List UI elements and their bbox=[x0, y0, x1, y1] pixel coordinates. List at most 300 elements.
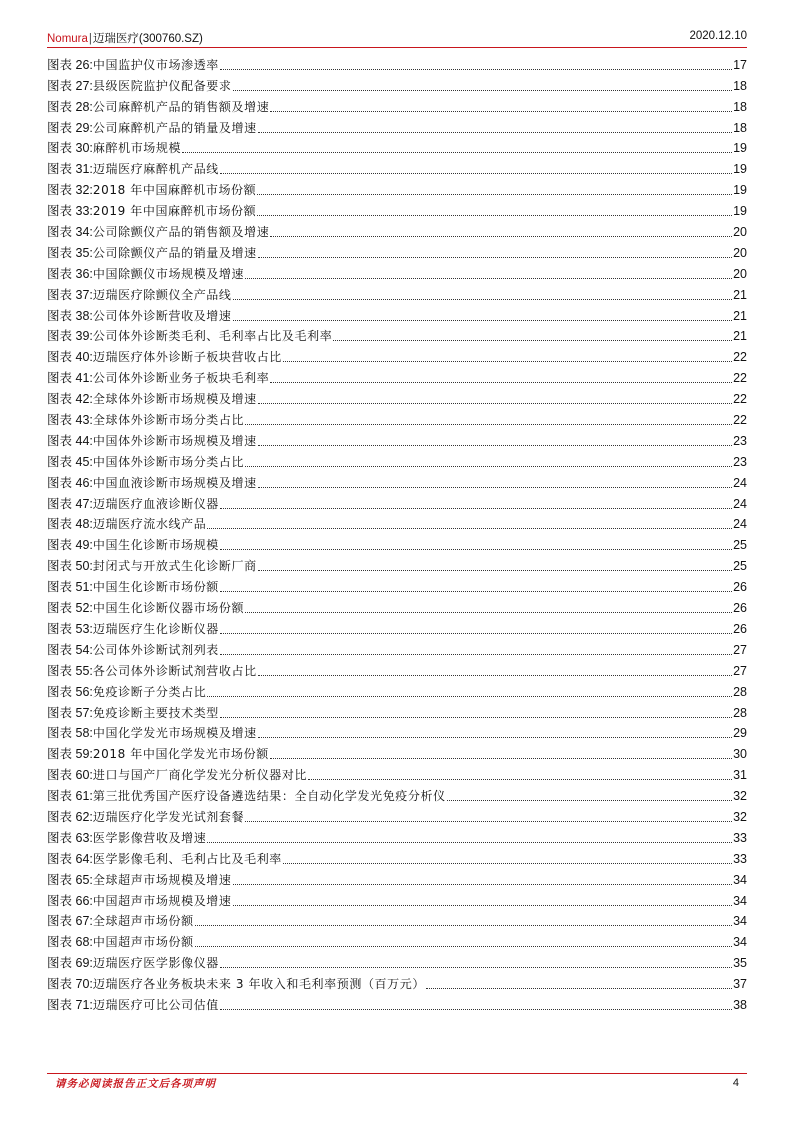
toc-number: 56 bbox=[75, 684, 90, 699]
toc-leader-dots bbox=[283, 361, 732, 362]
toc-number: 47 bbox=[75, 496, 90, 511]
toc-entry[interactable] bbox=[47, 239, 747, 260]
toc-entry[interactable] bbox=[47, 72, 747, 93]
toc-entry[interactable] bbox=[47, 343, 747, 364]
toc-number: 59 bbox=[75, 747, 90, 762]
toc-page-number: 18 bbox=[733, 78, 747, 93]
toc-entry[interactable] bbox=[47, 155, 747, 176]
toc-page-number: 22 bbox=[733, 392, 747, 407]
toc-entry[interactable] bbox=[47, 866, 747, 887]
toc-leader-dots bbox=[207, 842, 732, 843]
toc-entry[interactable] bbox=[47, 51, 747, 72]
toc-label: 图表 bbox=[47, 183, 73, 198]
toc-page-number: 23 bbox=[733, 454, 747, 469]
footer-disclaimer: 请务必阅读报告正文后各项声明 bbox=[55, 1078, 216, 1090]
toc-entry[interactable] bbox=[47, 699, 747, 720]
toc-title: 公司体外诊断试剂列表 bbox=[92, 642, 219, 657]
toc-entry[interactable] bbox=[47, 573, 747, 594]
footer-divider bbox=[47, 1073, 747, 1074]
toc-page-number: 29 bbox=[733, 726, 747, 741]
toc-leader-dots bbox=[195, 946, 732, 947]
toc-number: 58 bbox=[75, 726, 90, 741]
toc-page-number: 33 bbox=[733, 830, 747, 845]
toc-entry[interactable] bbox=[47, 928, 747, 949]
toc-title: 医学影像毛利、毛利占比及毛利率 bbox=[92, 851, 282, 866]
toc-page-number: 33 bbox=[733, 851, 747, 866]
toc-title: 中国生化诊断仪器市场份额 bbox=[92, 601, 245, 616]
toc-figure-label: 图表 37: bbox=[47, 287, 93, 302]
toc-label: 图表 bbox=[47, 371, 73, 386]
toc-number: 36 bbox=[75, 266, 90, 281]
toc-page-number: 32 bbox=[733, 789, 747, 804]
toc-leader-dots bbox=[245, 278, 732, 279]
toc-figure-label: 图表 45: bbox=[47, 454, 93, 469]
toc-title: 免疫诊断子分类占比 bbox=[92, 684, 207, 699]
toc-leader-dots bbox=[220, 967, 732, 968]
toc-entry[interactable] bbox=[47, 803, 747, 824]
toc-page-number: 26 bbox=[733, 580, 747, 595]
toc-entry[interactable] bbox=[47, 385, 747, 406]
toc-label: 图表 bbox=[47, 496, 73, 511]
toc-title: 迈瑞医疗流水线产品 bbox=[92, 517, 207, 532]
toc-figure-label: 图表 42: bbox=[47, 392, 93, 407]
toc-leader-dots bbox=[258, 132, 732, 133]
toc-entry[interactable] bbox=[47, 364, 747, 385]
toc-leader-dots bbox=[258, 487, 732, 488]
toc-entry[interactable] bbox=[47, 594, 747, 615]
toc-number: 71 bbox=[75, 997, 90, 1012]
toc-leader-dots bbox=[257, 215, 732, 216]
toc-leader-dots bbox=[245, 612, 732, 613]
toc-title: 中国超声市场份额 bbox=[92, 935, 194, 950]
toc-leader-dots bbox=[308, 779, 732, 780]
toc-entry[interactable] bbox=[47, 511, 747, 532]
toc-leader-dots bbox=[220, 633, 732, 634]
toc-figure-label: 图表 71: bbox=[47, 997, 93, 1012]
toc-title: 全球体外诊断市场分类占比 bbox=[92, 413, 245, 428]
toc-page-number: 34 bbox=[733, 872, 747, 887]
toc-number: 55 bbox=[75, 663, 90, 678]
toc-leader-dots bbox=[207, 696, 732, 697]
toc-title: 医学影像营收及增速 bbox=[92, 830, 207, 845]
page-number: 4 bbox=[732, 1077, 739, 1089]
toc-entry[interactable] bbox=[47, 678, 747, 699]
toc-figure-label: 图表 65: bbox=[47, 872, 93, 887]
toc-entry[interactable] bbox=[47, 323, 747, 344]
toc-title: 迈瑞医疗化学发光试剂套餐 bbox=[92, 809, 245, 824]
toc-title: 公司体外诊断类毛利、毛利率占比及毛利率 bbox=[92, 329, 333, 344]
toc-leader-dots bbox=[195, 925, 732, 926]
toc-leader-dots bbox=[270, 382, 732, 383]
toc-figure-label: 图表 53: bbox=[47, 621, 93, 636]
toc-entry[interactable] bbox=[47, 531, 747, 552]
toc-page-number: 18 bbox=[733, 99, 747, 114]
toc-leader-dots bbox=[220, 549, 732, 550]
toc-leader-dots bbox=[258, 403, 732, 404]
toc-page-number: 25 bbox=[733, 559, 747, 574]
toc-page-number: 19 bbox=[733, 162, 747, 177]
toc-label: 图表 bbox=[47, 935, 73, 950]
report-date: 2020.12.10 bbox=[689, 30, 747, 42]
toc-entry[interactable] bbox=[47, 93, 747, 114]
toc-number: 35 bbox=[75, 245, 90, 260]
toc-figure-label: 图表 36: bbox=[47, 266, 93, 281]
toc-number: 31 bbox=[75, 162, 90, 177]
toc-entry[interactable] bbox=[47, 615, 747, 636]
toc-page-number: 28 bbox=[733, 684, 747, 699]
toc-entry[interactable] bbox=[47, 636, 747, 657]
toc-figure-label: 图表 40: bbox=[47, 350, 93, 365]
toc-page-number: 21 bbox=[733, 287, 747, 302]
toc-leader-dots bbox=[233, 90, 733, 91]
toc-entry[interactable] bbox=[47, 970, 747, 991]
toc-label: 图表 bbox=[47, 809, 73, 824]
toc-page-number: 17 bbox=[733, 57, 747, 72]
toc-label: 图表 bbox=[47, 413, 73, 428]
toc-number: 70 bbox=[75, 977, 90, 992]
toc-title: 迈瑞医疗医学影像仪器 bbox=[92, 956, 219, 971]
toc-label: 图表 bbox=[47, 642, 73, 657]
toc-figure-label: 图表 51: bbox=[47, 580, 93, 595]
toc-title: 中国除颤仪市场规模及增速 bbox=[92, 266, 245, 281]
toc-page-number: 20 bbox=[733, 245, 747, 260]
toc-entry[interactable] bbox=[47, 761, 747, 782]
toc-page-number: 20 bbox=[733, 225, 747, 240]
toc-figure-label: 图表 41: bbox=[47, 371, 93, 386]
toc-figure-label: 图表 34: bbox=[47, 225, 93, 240]
table-of-figures bbox=[47, 51, 747, 1012]
toc-figure-label: 图表 63: bbox=[47, 830, 93, 845]
toc-leader-dots bbox=[233, 299, 733, 300]
toc-label: 图表 bbox=[47, 621, 73, 636]
toc-label: 图表 bbox=[47, 162, 73, 177]
toc-number: 69 bbox=[75, 956, 90, 971]
toc-figure-label: 图表 29: bbox=[47, 120, 93, 135]
toc-label: 图表 bbox=[47, 830, 73, 845]
toc-figure-label: 图表 59: bbox=[47, 747, 93, 762]
toc-figure-label: 图表 33: bbox=[47, 204, 93, 219]
toc-number: 62 bbox=[75, 809, 90, 824]
toc-leader-dots bbox=[270, 236, 732, 237]
toc-leader-dots bbox=[270, 111, 732, 112]
toc-leader-dots bbox=[258, 570, 732, 571]
toc-label: 图表 bbox=[47, 747, 73, 762]
toc-figure-label: 图表 49: bbox=[47, 538, 93, 553]
brand-name: Nomura bbox=[47, 33, 88, 45]
toc-page-number: 21 bbox=[733, 308, 747, 323]
toc-leader-dots bbox=[182, 152, 732, 153]
toc-number: 34 bbox=[75, 225, 90, 240]
toc-label: 图表 bbox=[47, 726, 73, 741]
toc-number: 26 bbox=[75, 57, 90, 72]
toc-number: 48 bbox=[75, 517, 90, 532]
toc-label: 图表 bbox=[47, 475, 73, 490]
toc-page-number: 27 bbox=[733, 642, 747, 657]
toc-label: 图表 bbox=[47, 392, 73, 407]
toc-leader-dots bbox=[220, 69, 732, 70]
toc-number: 68 bbox=[75, 935, 90, 950]
toc-entry[interactable] bbox=[47, 469, 747, 490]
toc-title: 公司除颤仪产品的销售额及增速 bbox=[92, 225, 270, 240]
toc-number: 45 bbox=[75, 454, 90, 469]
toc-page-number: 22 bbox=[733, 371, 747, 386]
toc-entry[interactable] bbox=[47, 552, 747, 573]
toc-figure-label: 图表 44: bbox=[47, 433, 93, 448]
header-divider bbox=[47, 47, 747, 48]
toc-figure-label: 图表 68: bbox=[47, 935, 93, 950]
toc-figure-label: 图表 62: bbox=[47, 809, 93, 824]
toc-number: 60 bbox=[75, 768, 90, 783]
toc-label: 图表 bbox=[47, 266, 73, 281]
toc-figure-label: 图表 57: bbox=[47, 705, 93, 720]
toc-entry[interactable] bbox=[47, 782, 747, 803]
toc-title: 中国超声市场规模及增速 bbox=[92, 893, 232, 908]
toc-page-number: 26 bbox=[733, 621, 747, 636]
toc-entry[interactable] bbox=[47, 845, 747, 866]
toc-leader-dots bbox=[258, 257, 732, 258]
toc-leader-dots bbox=[245, 424, 732, 425]
toc-number: 33 bbox=[75, 204, 90, 219]
toc-leader-dots bbox=[283, 863, 732, 864]
toc-entry[interactable] bbox=[47, 218, 747, 239]
toc-title: 中国体外诊断市场分类占比 bbox=[92, 454, 245, 469]
toc-page-number: 38 bbox=[733, 997, 747, 1012]
toc-page-number: 19 bbox=[733, 141, 747, 156]
toc-title: 2018 年中国麻醉机市场份额 bbox=[92, 183, 257, 198]
toc-label: 图表 bbox=[47, 997, 73, 1012]
toc-leader-dots bbox=[220, 1009, 732, 1010]
toc-entry[interactable] bbox=[47, 448, 747, 469]
toc-figure-label: 图表 28: bbox=[47, 99, 93, 114]
toc-page-number: 24 bbox=[733, 496, 747, 511]
toc-number: 51 bbox=[75, 580, 90, 595]
toc-entry[interactable] bbox=[47, 824, 747, 845]
toc-title: 中国血液诊断市场规模及增速 bbox=[92, 475, 257, 490]
toc-number: 65 bbox=[75, 872, 90, 887]
toc-page-number: 24 bbox=[733, 475, 747, 490]
toc-label: 图表 bbox=[47, 433, 73, 448]
toc-figure-label: 图表 54: bbox=[47, 642, 93, 657]
toc-title: 县级医院监护仪配备要求 bbox=[92, 78, 232, 93]
toc-number: 50 bbox=[75, 559, 90, 574]
toc-label: 图表 bbox=[47, 78, 73, 93]
toc-title: 迈瑞医疗除颤仪全产品线 bbox=[92, 287, 232, 302]
toc-label: 图表 bbox=[47, 141, 73, 156]
toc-title: 进口与国产厂商化学发光分析仪器对比 bbox=[92, 768, 308, 783]
toc-label: 图表 bbox=[47, 204, 73, 219]
toc-label: 图表 bbox=[47, 329, 73, 344]
toc-title: 迈瑞医疗体外诊断子板块营收占比 bbox=[92, 350, 282, 365]
toc-title: 迈瑞医疗血液诊断仪器 bbox=[92, 496, 219, 511]
toc-number: 64 bbox=[75, 851, 90, 866]
toc-label: 图表 bbox=[47, 517, 73, 532]
toc-figure-label: 图表 31: bbox=[47, 162, 93, 177]
toc-label: 图表 bbox=[47, 893, 73, 908]
toc-label: 图表 bbox=[47, 956, 73, 971]
toc-title: 2018 年中国化学发光市场份额 bbox=[92, 747, 269, 762]
toc-number: 38 bbox=[75, 308, 90, 323]
toc-page-number: 35 bbox=[733, 956, 747, 971]
toc-label: 图表 bbox=[47, 663, 73, 678]
toc-page-number: 23 bbox=[733, 433, 747, 448]
toc-title: 中国体外诊断市场规模及增速 bbox=[92, 433, 257, 448]
toc-label: 图表 bbox=[47, 851, 73, 866]
toc-leader-dots bbox=[233, 905, 733, 906]
toc-figure-label: 图表 64: bbox=[47, 851, 93, 866]
toc-entry[interactable] bbox=[47, 427, 747, 448]
toc-title: 公司麻醉机产品的销量及增速 bbox=[92, 120, 257, 135]
toc-label: 图表 bbox=[47, 601, 73, 616]
toc-label: 图表 bbox=[47, 705, 73, 720]
toc-label: 图表 bbox=[47, 538, 73, 553]
header-brand bbox=[47, 30, 203, 46]
toc-label: 图表 bbox=[47, 225, 73, 240]
report-title: 迈瑞医疗(300760.SZ) bbox=[92, 33, 203, 45]
toc-title: 公司体外诊断业务子板块毛利率 bbox=[92, 371, 270, 386]
toc-page-number: 28 bbox=[733, 705, 747, 720]
toc-leader-dots bbox=[233, 884, 733, 885]
toc-number: 53 bbox=[75, 621, 90, 636]
toc-number: 57 bbox=[75, 705, 90, 720]
toc-figure-label: 图表 67: bbox=[47, 914, 93, 929]
toc-leader-dots bbox=[220, 173, 732, 174]
toc-title: 免疫诊断主要技术类型 bbox=[92, 705, 219, 720]
toc-title: 中国监护仪市场渗透率 bbox=[92, 57, 219, 72]
toc-title: 全球超声市场份额 bbox=[92, 914, 194, 929]
toc-entry[interactable] bbox=[47, 406, 747, 427]
toc-number: 37 bbox=[75, 287, 90, 302]
toc-figure-label: 图表 50: bbox=[47, 559, 93, 574]
toc-entry[interactable] bbox=[47, 302, 747, 323]
toc-number: 41 bbox=[75, 371, 90, 386]
toc-label: 图表 bbox=[47, 580, 73, 595]
toc-leader-dots bbox=[258, 445, 732, 446]
toc-title: 第三批优秀国产医疗设备遴选结果：全自动化学发光免疫分析仪 bbox=[92, 789, 446, 804]
toc-title: 中国化学发光市场规模及增速 bbox=[92, 726, 257, 741]
toc-figure-label: 图表 35: bbox=[47, 245, 93, 260]
toc-entry[interactable] bbox=[47, 281, 747, 302]
toc-leader-dots bbox=[245, 466, 732, 467]
toc-title: 2019 年中国麻醉机市场份额 bbox=[92, 204, 257, 219]
toc-figure-label: 图表 48: bbox=[47, 517, 93, 532]
page-header bbox=[47, 27, 747, 47]
toc-title: 迈瑞医疗生化诊断仪器 bbox=[92, 621, 219, 636]
toc-label: 图表 bbox=[47, 559, 73, 574]
toc-title: 公司体外诊断营收及增速 bbox=[92, 308, 232, 323]
toc-entry[interactable] bbox=[47, 490, 747, 511]
toc-leader-dots bbox=[257, 194, 732, 195]
toc-leader-dots bbox=[220, 591, 732, 592]
toc-number: 30 bbox=[75, 141, 90, 156]
toc-leader-dots bbox=[245, 821, 732, 822]
toc-number: 66 bbox=[75, 893, 90, 908]
toc-leader-dots bbox=[258, 737, 732, 738]
toc-page-number: 37 bbox=[733, 977, 747, 992]
toc-label: 图表 bbox=[47, 914, 73, 929]
toc-number: 44 bbox=[75, 433, 90, 448]
toc-entry[interactable] bbox=[47, 197, 747, 218]
toc-entry[interactable] bbox=[47, 114, 747, 135]
toc-title: 公司麻醉机产品的销售额及增速 bbox=[92, 99, 270, 114]
toc-title: 中国生化诊断市场规模 bbox=[92, 538, 219, 553]
toc-entry[interactable] bbox=[47, 176, 747, 197]
toc-number: 40 bbox=[75, 350, 90, 365]
toc-page-number: 34 bbox=[733, 893, 747, 908]
toc-title: 中国生化诊断市场份额 bbox=[92, 580, 219, 595]
toc-entry[interactable] bbox=[47, 887, 747, 908]
toc-page-number: 32 bbox=[733, 809, 747, 824]
toc-title: 迈瑞医疗麻醉机产品线 bbox=[92, 162, 219, 177]
toc-number: 42 bbox=[75, 392, 90, 407]
toc-label: 图表 bbox=[47, 287, 73, 302]
toc-label: 图表 bbox=[47, 308, 73, 323]
toc-page-number: 21 bbox=[733, 329, 747, 344]
toc-label: 图表 bbox=[47, 872, 73, 887]
toc-label: 图表 bbox=[47, 684, 73, 699]
toc-entry[interactable] bbox=[47, 135, 747, 156]
toc-entry[interactable] bbox=[47, 949, 747, 970]
toc-page-number: 24 bbox=[733, 517, 747, 532]
toc-page-number: 22 bbox=[733, 413, 747, 428]
toc-page-number: 30 bbox=[733, 747, 747, 762]
toc-entry[interactable] bbox=[47, 740, 747, 761]
toc-number: 39 bbox=[75, 329, 90, 344]
toc-entry[interactable] bbox=[47, 908, 747, 929]
toc-number: 63 bbox=[75, 830, 90, 845]
toc-figure-label: 图表 60: bbox=[47, 768, 93, 783]
toc-leader-dots bbox=[220, 717, 732, 718]
toc-label: 图表 bbox=[47, 789, 73, 804]
toc-figure-label: 图表 52: bbox=[47, 601, 93, 616]
toc-figure-label: 图表 55: bbox=[47, 663, 93, 678]
toc-label: 图表 bbox=[47, 977, 73, 992]
toc-page-number: 31 bbox=[733, 768, 747, 783]
toc-figure-label: 图表 61: bbox=[47, 789, 93, 804]
toc-figure-label: 图表 30: bbox=[47, 141, 93, 156]
toc-figure-label: 图表 69: bbox=[47, 956, 93, 971]
toc-figure-label: 图表 43: bbox=[47, 413, 93, 428]
toc-leader-dots bbox=[207, 528, 732, 529]
toc-number: 29 bbox=[75, 120, 90, 135]
toc-number: 28 bbox=[75, 99, 90, 114]
toc-figure-label: 图表 56: bbox=[47, 684, 93, 699]
toc-label: 图表 bbox=[47, 57, 73, 72]
toc-number: 49 bbox=[75, 538, 90, 553]
toc-title: 迈瑞医疗各业务板块未来 3 年收入和毛利率预测（百万元） bbox=[92, 977, 425, 992]
toc-entry[interactable] bbox=[47, 657, 747, 678]
toc-label: 图表 bbox=[47, 120, 73, 135]
toc-leader-dots bbox=[233, 320, 733, 321]
toc-figure-label: 图表 26: bbox=[47, 57, 93, 72]
toc-title: 迈瑞医疗可比公司估值 bbox=[92, 997, 219, 1012]
toc-number: 27 bbox=[75, 78, 90, 93]
toc-title: 麻醉机市场规模 bbox=[92, 141, 182, 156]
toc-number: 67 bbox=[75, 914, 90, 929]
toc-entry[interactable] bbox=[47, 991, 747, 1012]
toc-entry[interactable] bbox=[47, 260, 747, 281]
toc-title: 公司除颤仪产品的销量及增速 bbox=[92, 245, 257, 260]
toc-figure-label: 图表 58: bbox=[47, 726, 93, 741]
toc-page-number: 20 bbox=[733, 266, 747, 281]
toc-leader-dots bbox=[258, 675, 732, 676]
toc-figure-label: 图表 47: bbox=[47, 496, 93, 511]
toc-entry[interactable] bbox=[47, 720, 747, 741]
toc-number: 54 bbox=[75, 642, 90, 657]
toc-label: 图表 bbox=[47, 245, 73, 260]
toc-title: 全球体外诊断市场规模及增速 bbox=[92, 392, 257, 407]
toc-leader-dots bbox=[220, 654, 732, 655]
toc-title: 各公司体外诊断试剂营收占比 bbox=[92, 663, 257, 678]
